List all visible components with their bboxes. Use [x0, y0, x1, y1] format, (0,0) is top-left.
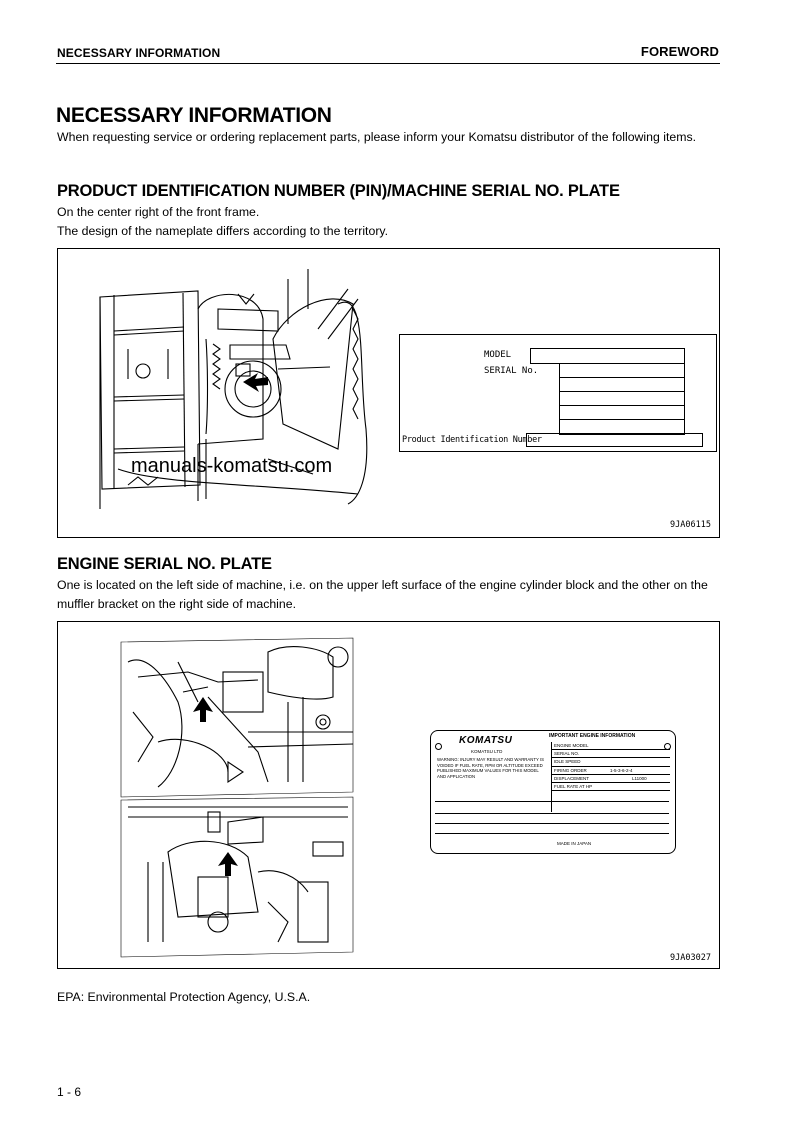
plate-model-label: MODEL: [484, 350, 512, 360]
spec-displacement-value: L11000: [632, 775, 647, 781]
spec-engine-model: ENGINE MODEL: [552, 742, 670, 750]
plate-header: IMPORTANT ENGINE INFORMATION: [549, 733, 636, 739]
intro-text: When requesting service or ordering replacement parts, please inform your Komatsu distributor of the following items.: [57, 130, 697, 144]
plate-pin-field: [526, 433, 703, 447]
pin-nameplate: [399, 334, 717, 452]
pin-figure: [57, 248, 720, 538]
header-section-title: NECESSARY INFORMATION: [57, 46, 221, 60]
plate-pin-label: Product Identification Number: [402, 435, 542, 445]
engine-figure: [57, 621, 720, 969]
spec-firing-value: 1-5-3-6-2-4: [610, 767, 633, 773]
engine-text: One is located on the left side of machine, i.e. on the upper left surface of the engine cylinder block and the other on the muffler bracket on the right side of machine.: [57, 578, 708, 611]
plate-made-in: MADE IN JAPAN: [557, 841, 592, 846]
plate-rule: [435, 833, 669, 834]
brand-sub: KOMATSU LTD: [471, 749, 503, 754]
engine-info-plate: [430, 730, 676, 854]
rivet-icon: [435, 743, 442, 750]
page-title: NECESSARY INFORMATION: [56, 104, 332, 127]
spec-serial: SERIAL NO.: [552, 750, 670, 758]
header-rule: [56, 63, 720, 64]
pin-figure-code: 9JA06115: [670, 520, 711, 530]
pin-line-2: The design of the nameplate differs according to the territory.: [57, 224, 389, 238]
plate-model-field: [530, 348, 685, 364]
epa-note: EPA: Environmental Protection Agency, U.S.A.: [57, 990, 311, 1004]
plate-serial-field: [559, 363, 685, 435]
spec-idle: IDLE SPEED: [552, 758, 670, 766]
plate-serial-label: SERIAL No.: [484, 366, 539, 376]
header-chapter: FOREWORD: [640, 44, 719, 59]
plate-rule: [435, 801, 669, 802]
page-number: 1 - 6: [57, 1085, 82, 1099]
engine-heading: ENGINE SERIAL NO. PLATE: [57, 555, 272, 573]
spec-displacement: DISPLACEMENT: [554, 775, 590, 781]
plate-rule: [435, 823, 669, 824]
plate-rule: [435, 813, 669, 814]
plate-warning: WARNING: INJURY MAY RESULT AND WARRANTY IS VOIDED IF FUEL RATE, RPM OR ALTITUDE EXCEED PUBLISHED MAXIMUM VALUES FOR THIS MODEL AND APPLICATION: [437, 757, 545, 779]
pin-heading: PRODUCT IDENTIFICATION NUMBER (PIN)/MACHINE SERIAL NO. PLATE: [57, 182, 620, 200]
spec-fuel-rate: FUEL RATE AT HP: [552, 783, 670, 791]
engine-figure-code: 9JA03027: [670, 953, 711, 963]
watermark: manuals-komatsu.com: [131, 455, 333, 477]
spec-firing: FIRING ORDER: [554, 767, 587, 773]
komatsu-logo: KOMATSU: [459, 735, 513, 746]
pin-line-1: On the center right of the front frame.: [57, 205, 260, 219]
